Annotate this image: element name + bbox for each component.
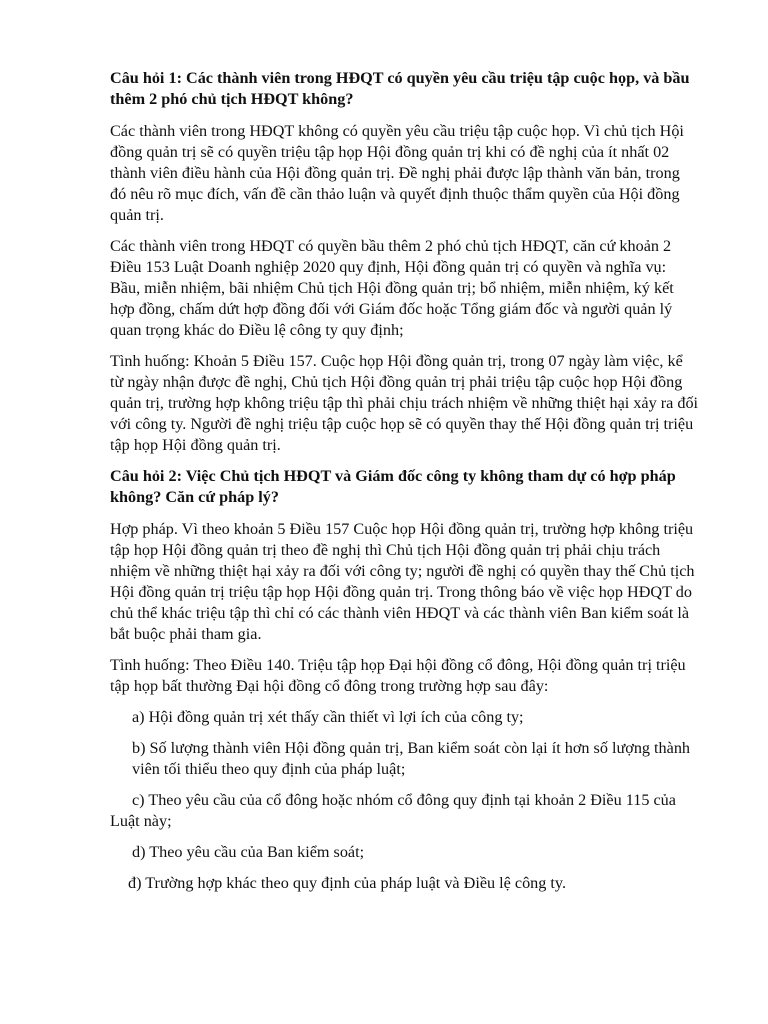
question-1-heading: Câu hỏi 1: Các thành viên trong HĐQT có quyền yêu cầu triệu tập cuộc họp, và bầu thêm 2 phó chủ tịch HĐQT không? <box>110 69 690 108</box>
question-1-paragraph: Các thành viên trong HĐQT có quyền bầu thêm 2 phó chủ tịch HĐQT, căn cứ khoản 2 Điều 153 Luật Doanh nghiệp 2020 quy định, Hội đồng quản trị có quyền và nghĩa vụ: Bầu, miễn nhiệm, bãi nhiệm Chủ tịch Hội đồng quản trị; bổ nhiệm, miễn nhiệm, ký kết hợp đồng, chấm dứt hợp đồng đối với Giám đốc hoặc Tổng giám đốc và người quản lý quan trọng khác do Điều lệ công ty quy định; <box>110 237 674 339</box>
list-item: a) Hội đồng quản trị xét thấy cần thiết vì lợi ích của công ty; <box>132 708 524 726</box>
list-item: c) Theo yêu cầu của cổ đông hoặc nhóm cổ đông quy định tại khoản 2 Điều 115 của Luật này; <box>110 791 676 830</box>
list-item: d) Theo yêu cầu của Ban kiểm soát; <box>132 843 365 861</box>
question-2-situation-paragraph: Tình huống: Theo Điều 140. Triệu tập họp Đại hội đồng cổ đông, Hội đồng quản trị triệu tập họp bất thường Đại hội đồng cổ đông trong trường hợp sau đây: <box>110 656 686 695</box>
list-item: b) Số lượng thành viên Hội đồng quản trị, Ban kiểm soát còn lại ít hơn số lượng thành viên tối thiểu theo quy định của pháp luật; <box>132 739 691 778</box>
list-item: đ) Trường hợp khác theo quy định của pháp luật và Điều lệ công ty. <box>128 874 566 892</box>
document-page <box>110 68 700 904</box>
question-1-paragraph: Các thành viên trong HĐQT không có quyền yêu cầu triệu tập cuộc họp. Vì chủ tịch Hội đồng quản trị sẽ có quyền triệu tập họp Hội đồng quản trị khi có đề nghị của ít nhất 02 thành viên điều hành của Hội đồng quản trị. Đề nghị phải được lập thành văn bản, trong đó nêu rõ mục đích, vấn đề cần thảo luận và quyết định thuộc thẩm quyền của Hội đồng quản trị. <box>110 122 684 224</box>
question-1-situation-paragraph: Tình huống: Khoản 5 Điều 157. Cuộc họp Hội đồng quản trị, trong 07 ngày làm việc, kể từ ngày nhận được đề nghị, Chủ tịch Hội đồng quản trị phải triệu tập cuộc họp Hội đồng quản trị, trường hợp không triệu tập thì phải chịu trách nhiệm về những thiệt hại xảy ra đối với công ty. Người đề nghị triệu tập cuộc họp sẽ có quyền thay thế Hội đồng quản trị triệu tập họp Hội đồng quản trị. <box>110 352 699 454</box>
question-2-heading: Câu hỏi 2: Việc Chủ tịch HĐQT và Giám đốc công ty không tham dự có hợp pháp không? Căn cứ pháp lý? <box>110 467 676 506</box>
question-2-paragraph: Hợp pháp. Vì theo khoản 5 Điều 157 Cuộc họp Hội đồng quản trị, trường hợp không triệu tập họp Hội đồng quản trị theo đề nghị thì Chủ tịch Hội đồng quản trị phải chịu trách nhiệm về những thiệt hại xảy ra đối với công ty; người đề nghị có quyền thay thế Chủ tịch Hội đồng quản trị triệu tập họp Hội đồng quản trị. Trong thông báo về việc họp HĐQT do chủ thể khác triệu tập thì chỉ có các thành viên HĐQT và các thành viên Ban kiểm soát là bắt buộc phải tham gia. <box>110 520 695 643</box>
